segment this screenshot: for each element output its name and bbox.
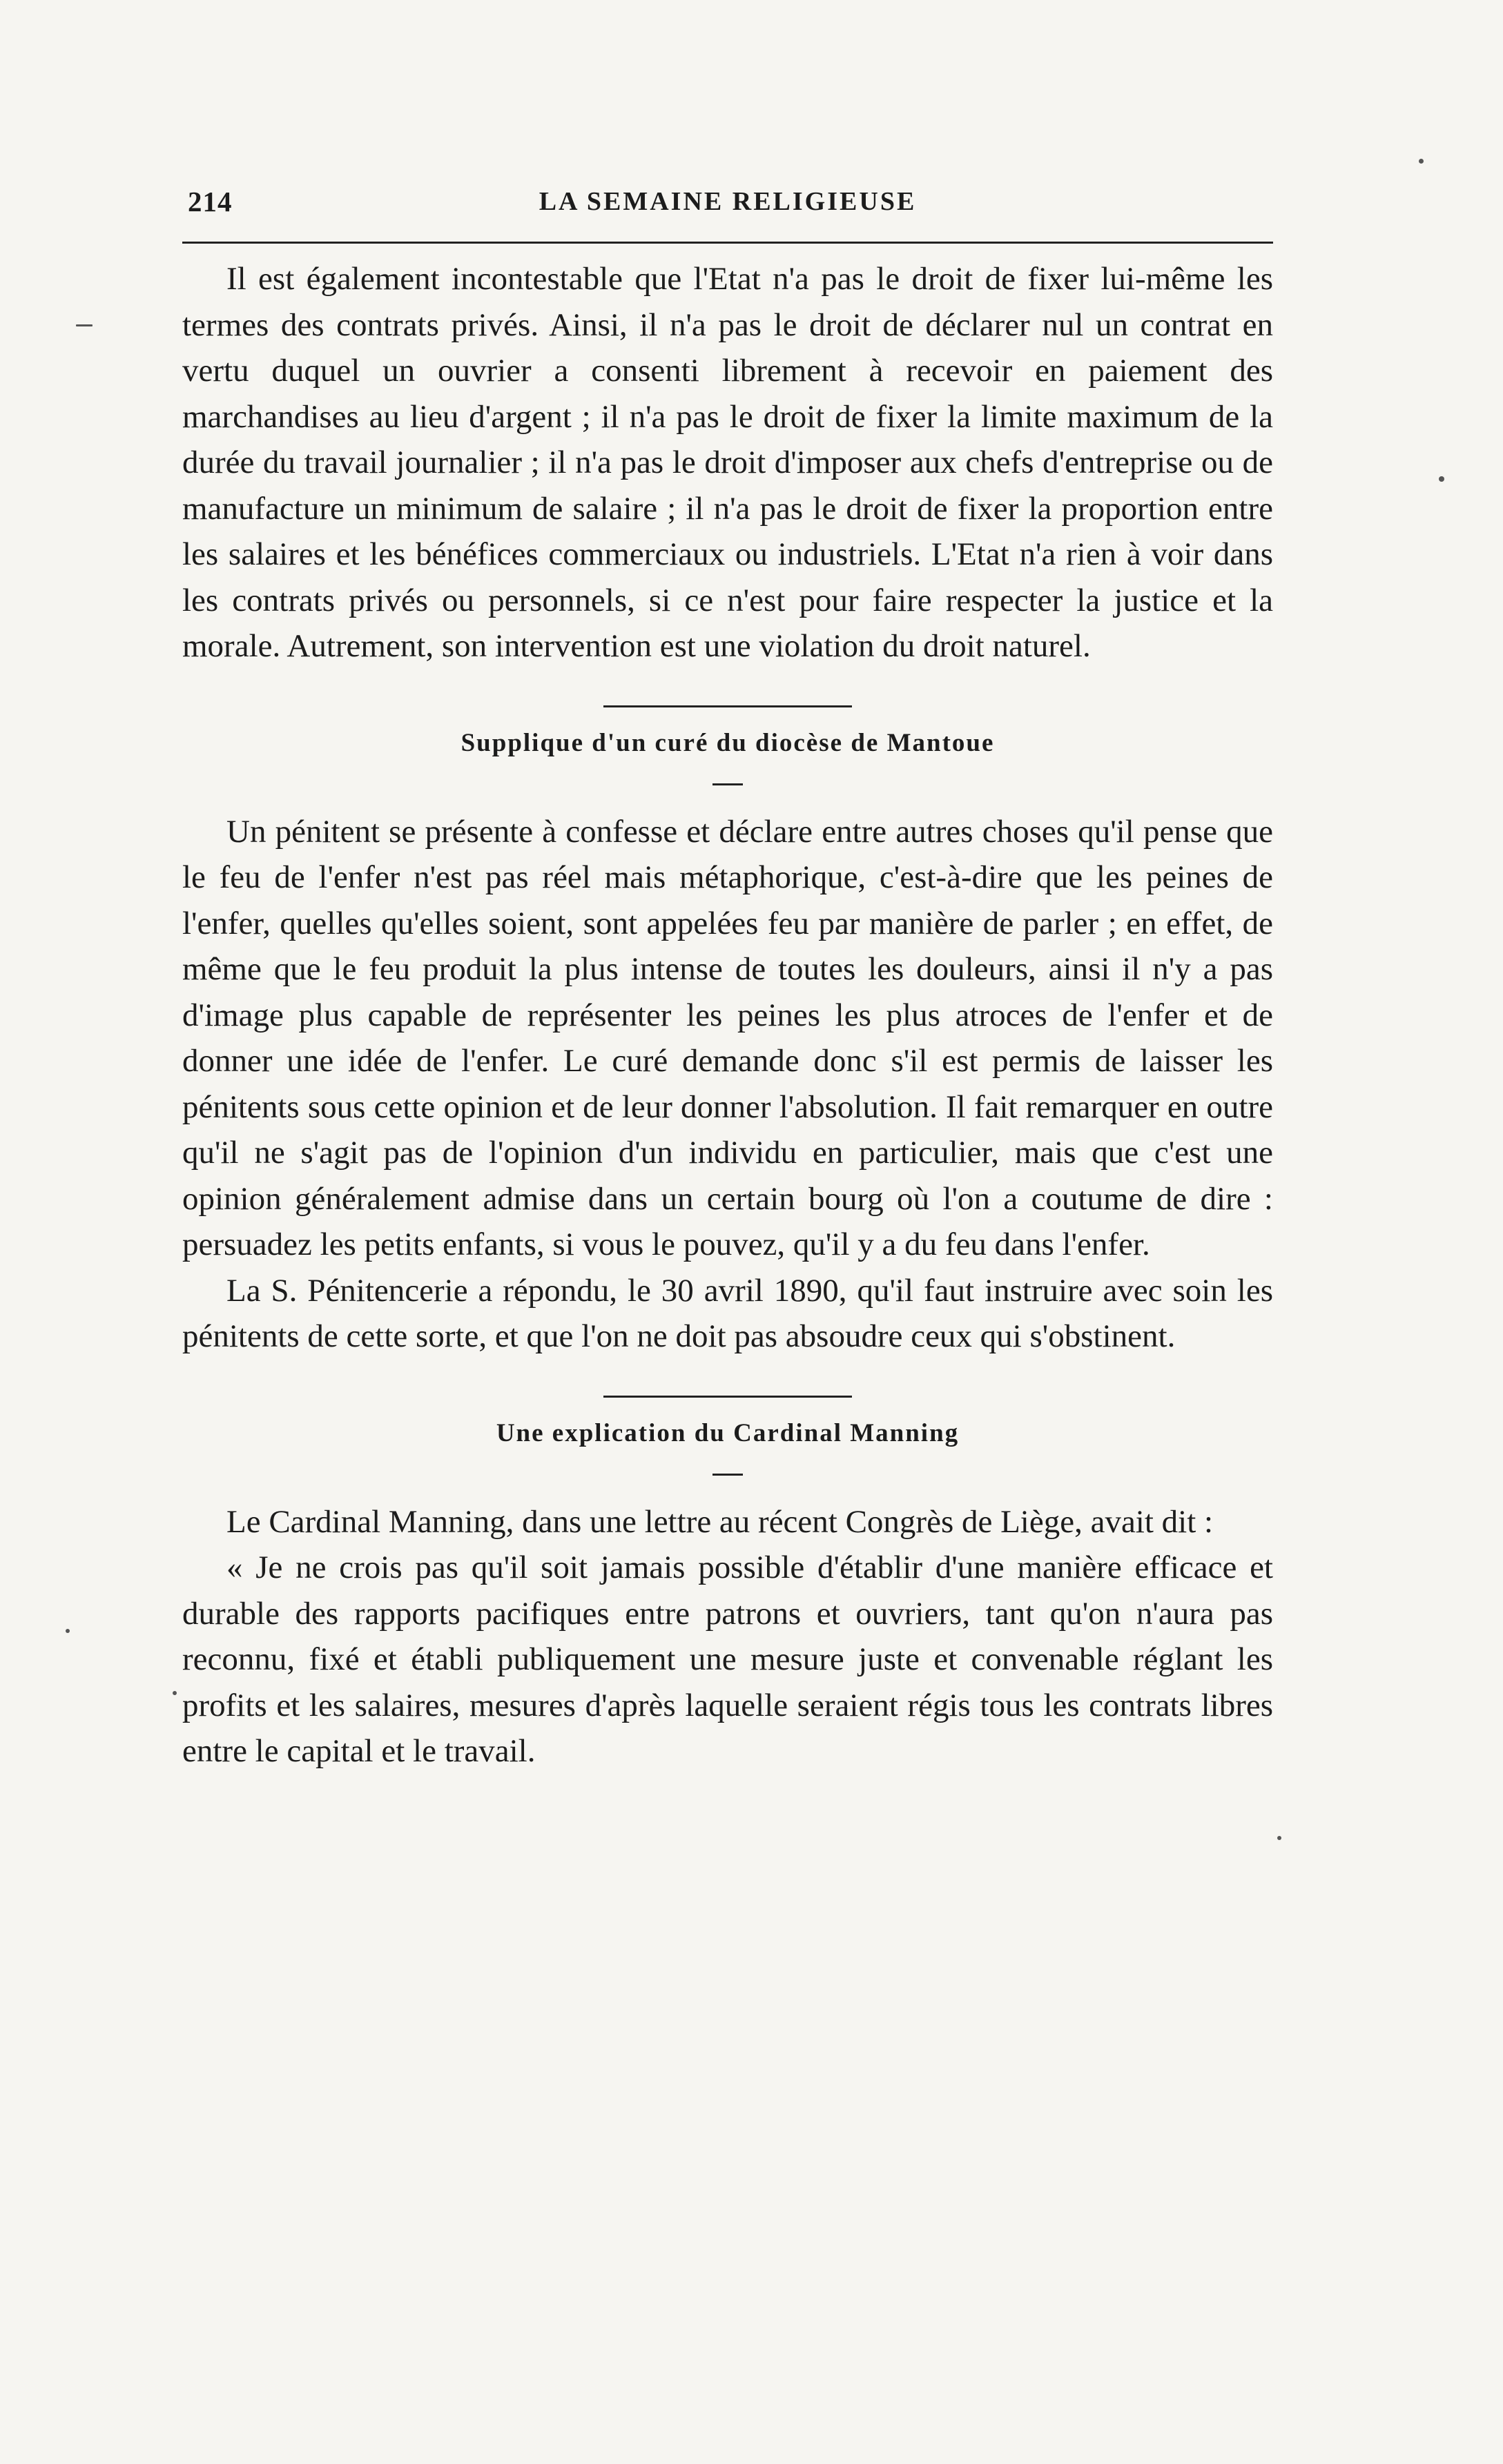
article-paragraph: Le Cardinal Manning, dans une lettre au récent Congrès de Liège, avait dit : [226,1503,1214,1540]
running-head [182,181,1273,222]
article-paragraph: La S. Pénitencerie a répondu, le 30 avril 1890, qu'il faut instruire avec soin les pénitents de cette sorte, et que l'on ne doit pas absoudre ceux qui s'obstinent. [182,1272,1273,1354]
section-title: Une explication du Cardinal Manning [496,1418,960,1447]
scan-speck [1419,159,1424,164]
header-rule [182,242,1273,244]
article-paragraph: Il est également incontestable que l'Etat n'a pas le droit de fixer lui-même les termes des contrats privés. Ainsi, il n'a pas le droit de déclarer nul un contrat en vertu duquel un ouvrier a consenti librement à recevoir en paiement des marchandises au lieu d'argent ; il n'a pas le droit de fixer la limite maximum de la durée du travail journalier ; il n'a pas le droit d'imposer aux chefs d'entreprise ou de manufacture un minimum de salaire ; il n'a pas le droit de fixer la proportion entre les salaires et les bénéfices commerciaux ou industriels. L'Etat n'a rien à voir dans les contrats privés ou personnels, si ce n'est pour faire respecter la justice et la morale. Autrement, son intervention est une violation du droit naturel. [182,261,1273,664]
quotation-paragraph: « Je ne crois pas qu'il soit jamais possible d'établir d'une manière efficace et durable des rapports pacifiques entre patrons et ouvriers, tant qu'on n'aura pas reconnu, fixé et établi publiquement une mesure juste et convenable réglant les profits et les salaires, mesures d'après laquelle seraient régis tous les contrats libres entre le capital et le travail. [182,1549,1273,1769]
scan-speck [173,1691,177,1695]
section-title: Supplique d'un curé du diocèse de Mantoue [460,728,995,757]
section-divider [603,705,852,707]
article-state-rights [182,256,1273,669]
scan-speck [1439,476,1444,482]
article-supplique [182,724,1273,1360]
title-underline [712,783,743,785]
page-number: 214 [188,186,233,217]
scan-speck [66,1629,70,1633]
scan-speck [1277,1836,1281,1840]
section-divider [603,1396,852,1398]
page [182,181,1273,1774]
scan-speck [76,324,93,326]
article-manning [182,1414,1273,1774]
journal-title: LA SEMAINE RELIGIEUSE [539,187,917,216]
article-paragraph: Un pénitent se présente à confesse et déclare entre autres choses qu'il pense que le feu de l'enfer n'est pas réel mais métaphorique, c'est-à-dire que les peines de l'enfer, quelles qu'elles soient, sont appelées feu par manière de parler ; en effet, de même que le feu produit la plus intense de toutes les douleurs, ainsi il n'y a pas d'image plus capable de représenter les peines les plus atroces de l'enfer et de donner une idée de l'enfer. Le curé demande donc s'il est permis de laisser les pénitents sous cette opinion et de leur donner l'absolution. Il fait remarquer en outre qu'il ne s'agit pas de l'opinion d'un individu en particulier, mais que c'est une opinion généralement admise dans un certain bourg où l'on a coutume de dire : persuadez les petits enfants, si vous le pouvez, qu'il y a du feu dans l'enfer. [182,813,1273,1262]
title-underline [712,1474,743,1476]
